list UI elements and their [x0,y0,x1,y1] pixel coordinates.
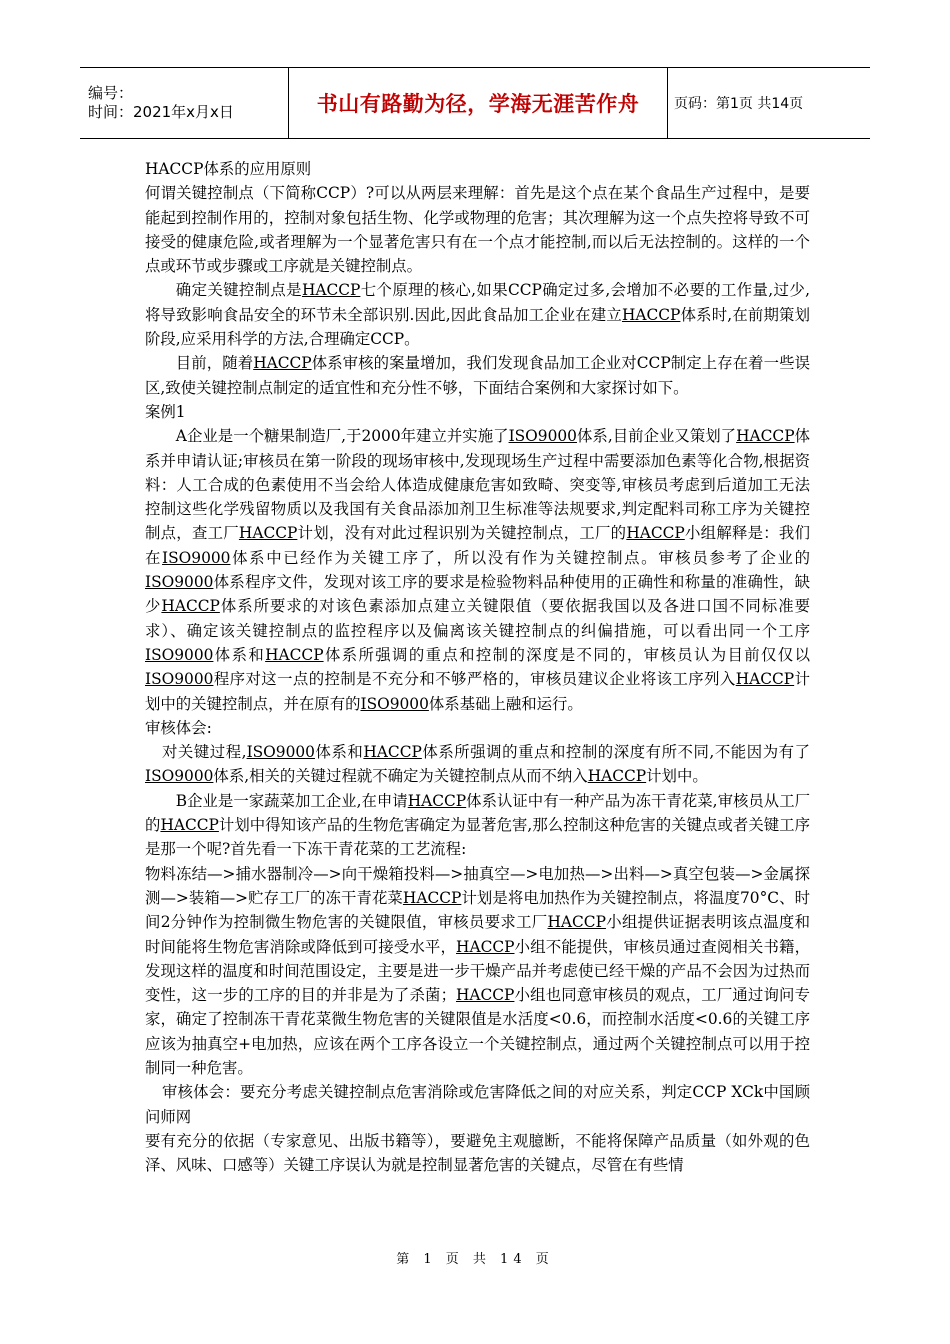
iso9000-link[interactable]: ISO9000 [246,743,315,762]
ccp-definition-paragraph: 何谓关键控制点（下简称CCP）?可以从两层来理解：首先是这个点在某个食品生产过程中，是要能起到控制作用的，控制对象包括生物、化学或物理的危害；其次理解为这一个点失控将导致不可接受的健康危险,或者理解为一个显著危害只有在一个点才能控制,而以后无法控制的。这样的一个点或环节或步骤或工序就是关键控制点。 [145,184,810,276]
haccp-link[interactable]: HACCP [407,791,467,810]
iso9000-link[interactable]: ISO9000 [145,645,214,664]
haccp-link[interactable]: HACCP [455,986,515,1005]
document-number-label: 编号： [88,84,134,102]
haccp-link[interactable]: HACCP [265,645,324,664]
haccp-link[interactable]: HACCP [363,743,422,762]
document-header [80,67,870,139]
haccp-link[interactable]: HACCP [238,524,298,543]
case-a-paragraph: A企业是一个糖果制造厂,于2000年建立并实施了ISO9000体系,目前企业又策划了HACCP体系并申请认证;审核员在第一阶段的现场审核中,发现现场生产过程中需要添加色素等化合物,根据资料：人工合成的色素使用不当会给人体造成健康危害如致畸、突变等,审核员考虑到后道加工无法控制这些化学残留物质以及我国有关食品添加剂卫生标准等法规要求,判定配料司称工序为关键控制点，查工厂HACCP计划，没有对此过程识别为关键控制点，工厂的HACCP小组解释是：我们在ISO9000体系中已经作为关键工序了，所以没有作为关键控制点。审核员参考了企业的ISO9000体系程序文件，发现对该工序的要求是检验物料品种使用的正确性和称量的准确性，缺少HACCP体系所要求的对该色素添加点建立关键限值（要依据我国以及各进口国不同标准要求）、确定该关键控制点的监控程序以及偏离该关键控制点的纠偏措施，可以看出同一个工序ISO9000体系和HACCP体系所强调的重点和控制的深度是不同的，审核员认为目前仅仅以ISO9000程序对这一点的控制是不充分和不够严格的，审核员建议企业将该工序列入HACCP计划中的关键控制点，并在原有的ISO9000体系基础上融和运行。 [145,427,810,713]
iso9000-link[interactable]: ISO9000 [145,573,214,592]
haccp-link[interactable]: HACCP [626,524,685,543]
haccp-link[interactable]: HACCP [456,937,515,956]
haccp-link[interactable]: HACCP [301,281,361,300]
iso9000-link[interactable]: ISO9000 [145,767,214,786]
misconception-paragraph: 目前，随着HACCP体系审核的案量增加，我们发现食品加工企业对CCP制定上存在着一些误区,致使关键控制点制定的适宜性和充分性不够，下面结合案例和大家探讨如下。 [145,354,810,397]
document-title: HACCP体系的应用原则 [145,160,312,178]
process-flow-paragraph: 物料冻结—>捕水器制冷—>向干燥箱投料—>抽真空—>电加热—>出料—>真空包装—>金属探测—>装箱—>贮存工厂的冻干青花菜HACCP计划是将电加热作为关键控制点，将温度70°C、时间2分钟作为控制微生物危害的关键限值，审核员要求工厂HACCP小组提供证据表明该点温度和时间能将生物危害消除或降低到可接受水平，HACCP小组不能提供，审核员通过查阅相关书籍，发现这样的温度和时间范围设定，主要是进一步干燥产品并考虑使已经干燥的产品不会因为过热而变性，这一步的工序的目的并非是为了杀菌；HACCP小组也同意审核员的观点，工厂通过询问专家，确定了控制冻干青花菜微生物危害的关键限值是水活度<0.6，而控制水活度<0.6的关键工序应该为抽真空+电加热，应该在两个工序各设立一个关键控制点，通过两个关键控制点可以用于控制同一种危害。 [145,864,811,1077]
evidence-paragraph: 要有充分的依据（专家意见、出版书籍等），要避免主观臆断，不能将保障产品质量（如外观的色泽、风味、口感等）关键工序误认为就是控制显著危害的关键点，尽管在有些情 [145,1131,810,1175]
header-motto: 书山有路勤为径，学海无涯苦作舟 [289,68,668,139]
audit-insight-heading: 审核体会: [145,718,212,737]
page-footer: 第 1 页 共 14 页 [396,1252,554,1267]
ccp-principle-paragraph: 确定关键控制点是HACCP七个原理的核心,如果CCP确定过多,会增加不必要的工作量,过少,将导致影响食品安全的环节未全部识别.因此,因此食品加工企业在建立HACCP体系时,在前期策划阶段,应采用科学的方法,合理确定CCP。 [145,281,810,349]
header-page-info: 页码：第1页 共14页 [674,96,804,112]
haccp-link[interactable]: HACCP [547,913,606,932]
document-date-label: 时间：2021年x月x日 [88,103,234,121]
audit-insight-2-paragraph: 审核体会：要充分考虑关键控制点危害消除或危害降低之间的对应关系，判定CCP XCk中国顾问师网 [145,1083,810,1126]
iso9000-link[interactable]: ISO9000 [508,427,577,446]
haccp-link[interactable]: HACCP [161,597,220,616]
iso9000-link[interactable]: ISO9000 [360,694,429,713]
haccp-link[interactable]: HACCP [587,767,647,786]
document-body [145,157,810,1177]
haccp-link[interactable]: HACCP [621,305,681,324]
haccp-link[interactable]: HACCP [402,888,462,907]
haccp-link[interactable]: HACCP [160,816,219,835]
haccp-link[interactable]: HACCP [253,354,312,373]
haccp-link[interactable]: HACCP [735,670,795,689]
haccp-link[interactable]: HACCP [736,427,795,446]
case-b-paragraph: B企业是一家蔬菜加工企业,在申请HACCP体系认证中有一种产品为冻干青花菜,审核员从工厂的HACCP计划中得知该产品的生物危害确定为显著危害,那么控制这种危害的关键点或者关键工序是那一个呢?首先看一下冻干青花菜的工艺流程: [145,791,810,859]
audit-insight-paragraph: 对关键过程,ISO9000体系和HACCP体系所强调的重点和控制的深度有所不同,不能因为有了ISO9000体系,相关的关键过程就不确定为关键控制点从而不纳入HACCP计划中。 [145,743,810,786]
iso9000-link[interactable]: ISO9000 [162,548,231,567]
case-heading: 案例1 [145,402,186,421]
header-meta [80,68,289,139]
iso9000-link[interactable]: ISO9000 [145,670,214,689]
